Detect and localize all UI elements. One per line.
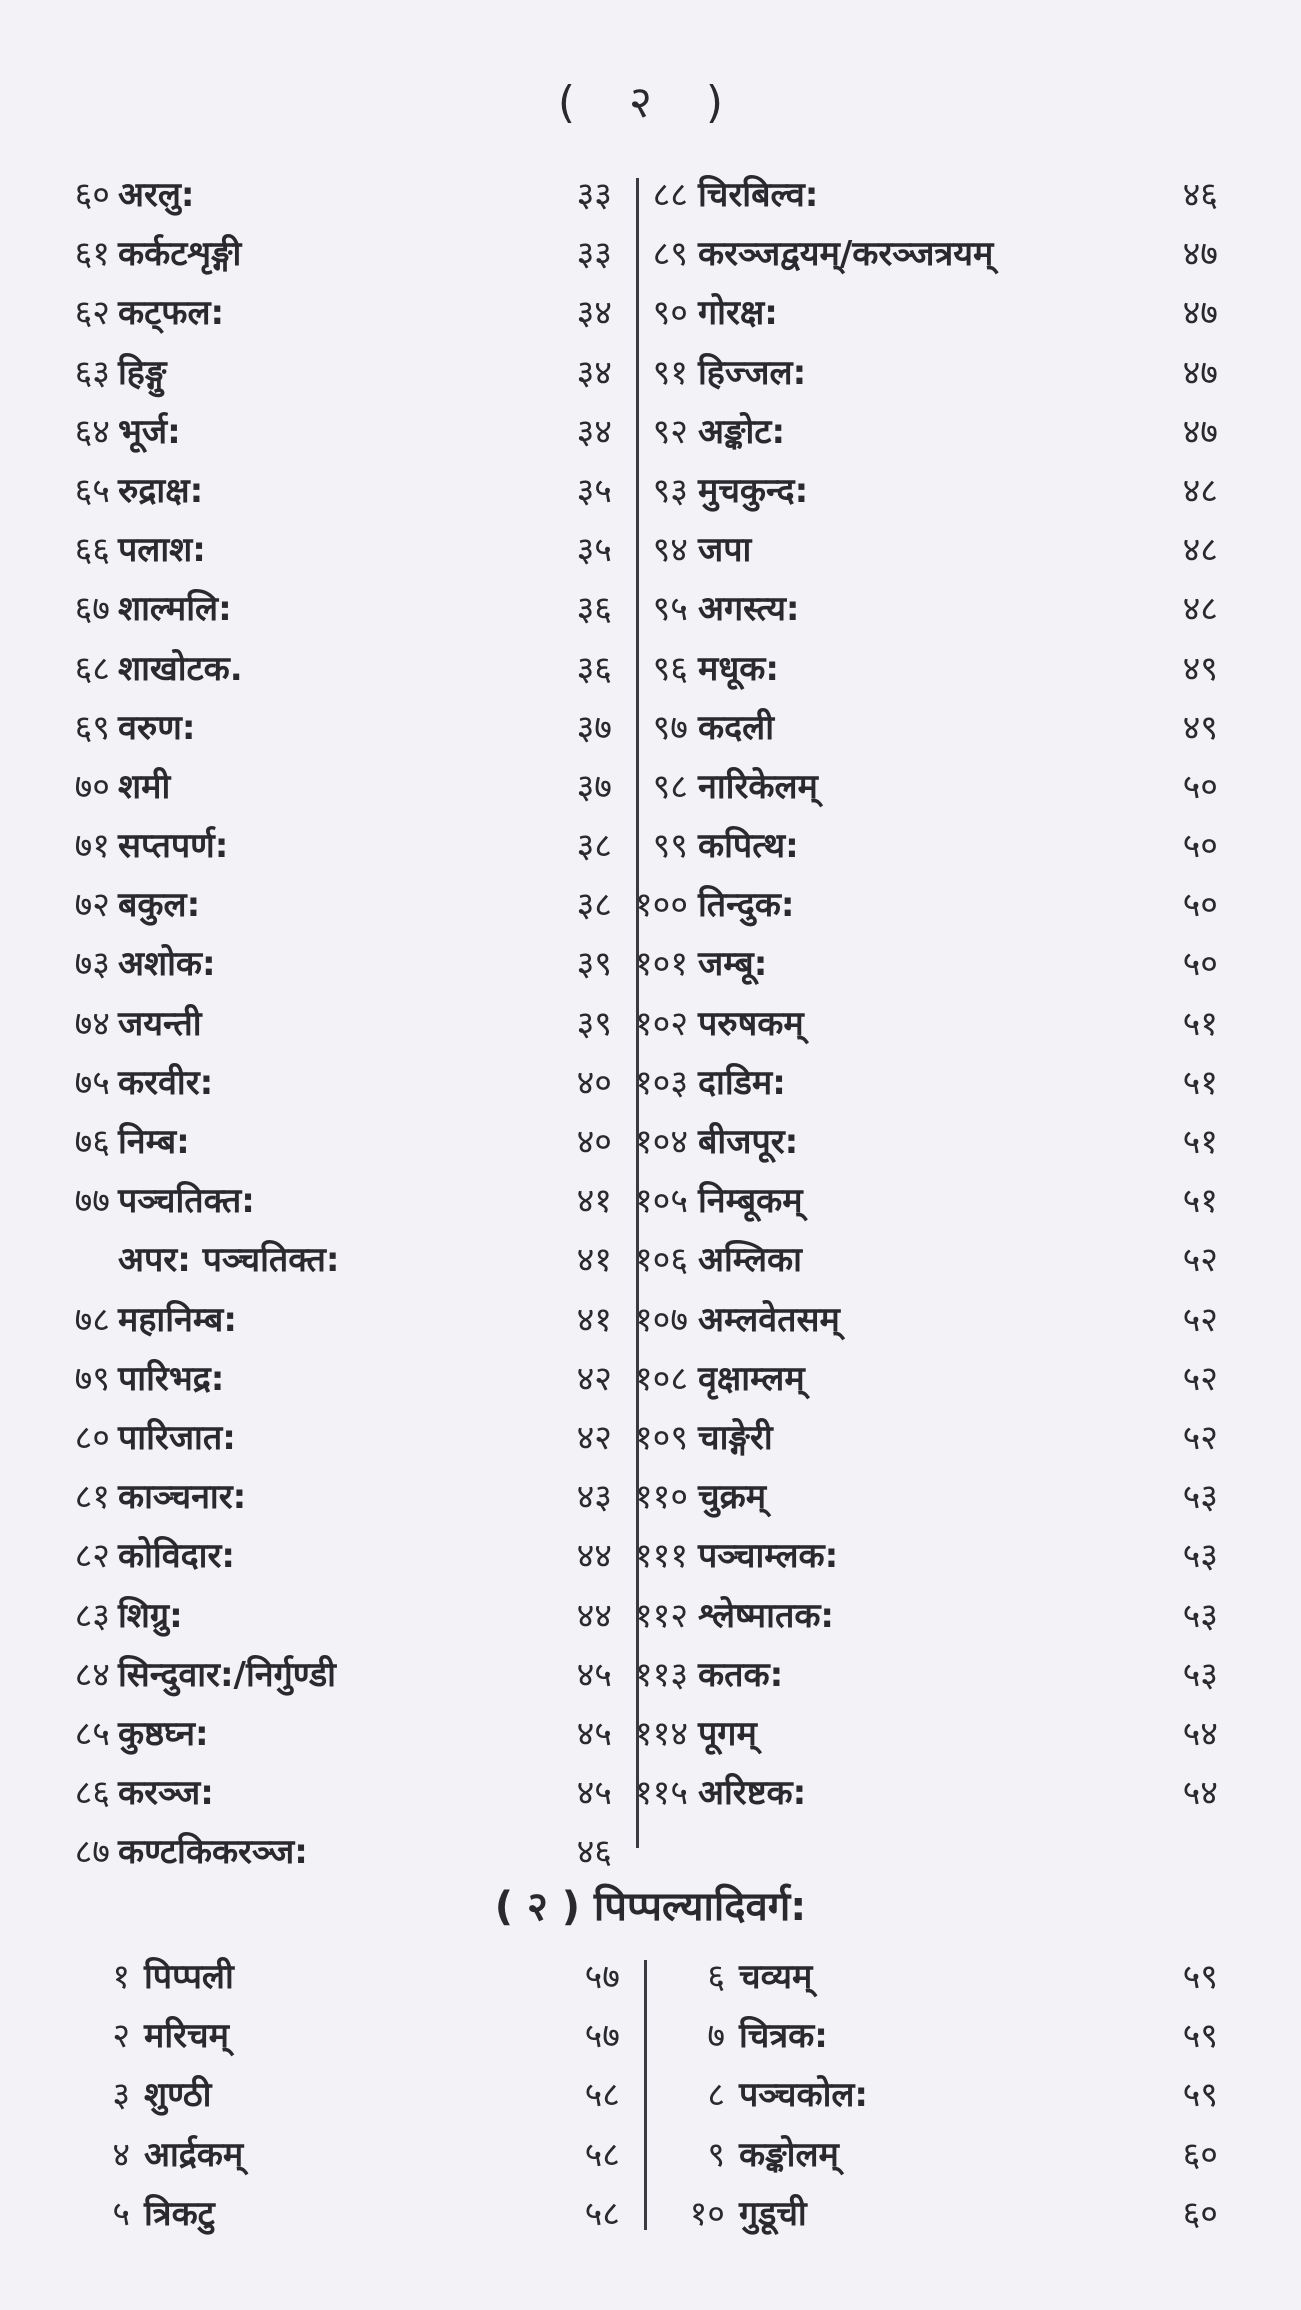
index-entry (568, 817, 1218, 876)
entry-number: ८१ (74, 1477, 110, 1518)
entry-name: कुष्ठघ्न: (118, 1713, 209, 1754)
entry-page: ५३ (1182, 1654, 1218, 1695)
index-entry (50, 1172, 612, 1231)
entry-number: ७४ (74, 1003, 110, 1044)
entry-name: हिज्जल: (698, 352, 807, 393)
entry-name: अरिष्टक: (698, 1773, 807, 1814)
entry-page: ५१ (1182, 1181, 1218, 1222)
entry-number: ९२ (652, 411, 688, 452)
entry-page: ४१ (576, 1299, 612, 1340)
index-entry (568, 935, 1218, 994)
entry-page: ३५ (576, 530, 612, 571)
entry-name: पञ्चाम्लक: (698, 1536, 839, 1577)
entry-number: ६२ (74, 293, 110, 334)
entry-name: पिप्पली (144, 1957, 234, 1997)
entry-page: ३३ (576, 234, 612, 275)
section-title: ( २ ) पिप्पल्यादिवर्ग: (494, 1884, 807, 1930)
entry-number: ९० (652, 293, 688, 334)
entry-number: ३ (112, 2075, 130, 2116)
entry-name: अरलु: (118, 175, 195, 215)
entry-number: ९८ (652, 766, 688, 807)
entry-page: ५१ (1182, 1003, 1218, 1044)
entry-page: ४५ (576, 1713, 612, 1754)
entry-page: ४७ (1182, 352, 1218, 393)
entry-number: १०४ (634, 1122, 688, 1162)
entry-page: ४८ (1182, 589, 1218, 630)
entry-name: दाडिम: (698, 1062, 786, 1103)
index-entry (50, 817, 612, 876)
entry-name: निम्बूकम् (698, 1181, 803, 1222)
index-entry (50, 1527, 612, 1586)
entry-number: ८९ (652, 234, 688, 275)
entry-name: पूगम् (698, 1713, 757, 1754)
entry-name: अशोक: (118, 944, 216, 985)
entry-page: ३७ (576, 707, 612, 748)
index-entry (50, 1231, 612, 1290)
entry-page: ५३ (1182, 1477, 1218, 1518)
entry-name: पलाश: (118, 530, 206, 571)
entry-page: ३८ (576, 885, 612, 926)
entry-name: मधूक: (698, 648, 779, 689)
entry-number: ८० (74, 1417, 110, 1458)
entry-number: १०८ (634, 1358, 688, 1399)
entry-page: ४९ (1182, 648, 1218, 689)
entry-page: ३९ (576, 1003, 612, 1044)
entry-name: शाल्मलि: (118, 589, 232, 630)
entry-name: जम्बू: (698, 944, 768, 985)
entry-page: ३७ (576, 766, 612, 807)
entry-number: ७३ (74, 944, 110, 985)
entry-name: सप्तपर्ण: (118, 826, 229, 867)
entry-name: पारिभद्र: (118, 1358, 225, 1399)
entry-page: ५२ (1182, 1417, 1218, 1458)
index-entry (568, 995, 1218, 1054)
entry-name: चव्यम् (739, 1957, 813, 1997)
entry-page: ४६ (576, 1832, 612, 1873)
entry-name: शुण्ठी (144, 2075, 212, 2116)
entry-page: ३४ (576, 293, 612, 334)
entry-name: महानिम्ब: (118, 1299, 237, 1340)
entry-page: ५० (1182, 944, 1218, 985)
entry-name: बकुल: (118, 885, 201, 926)
entry-number: ७६ (74, 1122, 110, 1162)
entry-page: ५२ (1182, 1358, 1218, 1399)
index-entry (70, 1948, 620, 2007)
entry-page: ५२ (1182, 1299, 1218, 1340)
index-entry (568, 1113, 1218, 1172)
index-entry (70, 2007, 620, 2066)
entry-number: ७० (74, 766, 110, 807)
entry-number: ७८ (74, 1299, 110, 1340)
entry-number: १०७ (634, 1299, 688, 1340)
index-entry (50, 1350, 612, 1409)
entry-number: ९१ (652, 352, 688, 393)
index-entry (568, 699, 1218, 758)
index-entry (568, 758, 1218, 817)
entry-page: ४२ (576, 1417, 612, 1458)
index-entry (50, 935, 612, 994)
entry-number: ८६ (74, 1773, 110, 1814)
index-entry (568, 1172, 1218, 1231)
entry-page: ४५ (576, 1773, 612, 1814)
entry-number: ९ (707, 2134, 725, 2175)
entry-page: ५८ (584, 2134, 620, 2175)
entry-page: ३४ (576, 411, 612, 452)
entry-page: ५९ (1182, 2016, 1218, 2057)
index-entry (50, 1468, 612, 1527)
entry-name: निम्ब: (118, 1122, 190, 1162)
entry-page: ६० (1182, 2193, 1218, 2234)
entry-name: अङ्कोट: (698, 411, 786, 452)
entry-number: ८७ (74, 1832, 110, 1873)
index-entry (50, 1113, 612, 1172)
index-entry (568, 462, 1218, 521)
entry-name: पारिजात: (118, 1417, 236, 1458)
entry-page: ४८ (1182, 470, 1218, 511)
index-entry (568, 166, 1218, 225)
entry-name: करञ्ज: (118, 1773, 214, 1814)
entry-page: ५९ (1182, 1957, 1218, 1997)
index-entry (50, 166, 612, 225)
entry-name: चाङ्गेरी (698, 1417, 773, 1458)
entry-page: ५८ (584, 2075, 620, 2116)
entry-name: पञ्चकोल: (739, 2075, 869, 2116)
entry-name: अगस्त्य: (698, 589, 800, 630)
entry-number: १०९ (634, 1417, 688, 1458)
index-entry (50, 876, 612, 935)
entry-name: वृक्षाम्लम् (698, 1358, 805, 1399)
index-entry (50, 1409, 612, 1468)
index-entry (568, 1468, 1218, 1527)
entry-number: ६५ (74, 470, 110, 511)
entry-number: १०१ (634, 944, 688, 985)
entry-name: कोविदार: (118, 1536, 235, 1577)
entry-page: ४० (576, 1062, 612, 1103)
index-entry (568, 1527, 1218, 1586)
entry-number: ८८ (652, 175, 688, 215)
entry-number: ७१ (74, 826, 110, 867)
entry-name: कट्फल: (118, 293, 225, 334)
index-entry (50, 521, 612, 580)
index-entry (50, 225, 612, 284)
entry-page: ४२ (576, 1358, 612, 1399)
entry-name: जयन्ती (118, 1003, 202, 1044)
entry-name: चिरबिल्व: (698, 175, 819, 215)
entry-number: ८४ (74, 1654, 110, 1695)
entry-name: अम्लिका (698, 1240, 802, 1281)
entry-number: १०६ (634, 1240, 688, 1281)
section2-column-left (70, 1948, 620, 2244)
entry-name: कदली (698, 707, 775, 748)
entry-number: ९७ (652, 707, 688, 748)
entry-name: जपा (698, 530, 752, 571)
index-entry (50, 1054, 612, 1113)
entry-page: ४९ (1182, 707, 1218, 748)
index-entry (568, 1587, 1218, 1646)
entry-name: आर्द्रकम् (144, 2134, 244, 2175)
entry-page: ३३ (576, 175, 612, 215)
index-entry (50, 284, 612, 343)
entry-name: मुचकुन्द: (698, 470, 809, 511)
entry-name: शमी (118, 766, 171, 807)
entry-name: वरुण: (118, 707, 196, 748)
entry-page: ४४ (576, 1536, 612, 1577)
entry-page: ३६ (576, 648, 612, 689)
entry-number: १०३ (634, 1062, 688, 1103)
entry-name: शाखोटक. (118, 648, 243, 689)
index-entry (665, 2066, 1218, 2125)
entry-name: गुडूची (739, 2193, 807, 2234)
index-entry (50, 995, 612, 1054)
entry-name: चित्रक: (739, 2016, 828, 2057)
index-entry (50, 462, 612, 521)
index-entry (568, 1054, 1218, 1113)
entry-name: सिन्दुवार:/निर्गुण्डी (118, 1654, 336, 1695)
entry-name: बीजपूर: (698, 1122, 799, 1162)
index-entry (568, 580, 1218, 639)
entry-number: ९३ (652, 470, 688, 511)
entry-number: ६९ (74, 707, 110, 748)
entry-number: १ (112, 1957, 130, 1997)
entry-page: ५४ (1182, 1773, 1218, 1814)
entry-number: ८२ (74, 1536, 110, 1577)
entry-page: ३६ (576, 589, 612, 630)
entry-name: काञ्चनार: (118, 1477, 247, 1518)
entry-name: भूर्ज: (118, 411, 181, 452)
entry-number: ६० (74, 175, 110, 215)
index-entry (568, 876, 1218, 935)
index-entry (70, 2066, 620, 2125)
entry-name: कतक: (698, 1654, 784, 1695)
index-entry (50, 699, 612, 758)
entry-page: ५९ (1182, 2075, 1218, 2116)
entry-name: कङ्कोलम् (739, 2134, 839, 2175)
entry-number: ११५ (634, 1773, 688, 1814)
entry-name: परुषकम् (698, 1003, 804, 1044)
entry-number: ७५ (74, 1062, 110, 1103)
index-entry (50, 344, 612, 403)
entry-page: ४५ (576, 1654, 612, 1695)
entry-name: चुक्रम् (698, 1477, 767, 1518)
index-column-left (50, 166, 612, 1882)
entry-number: ११२ (634, 1595, 688, 1636)
entry-page: ४४ (576, 1595, 612, 1636)
entry-page: ५२ (1182, 1240, 1218, 1281)
entry-number: ५ (112, 2193, 130, 2234)
entry-number: ६४ (74, 411, 110, 452)
entry-page: ४७ (1182, 411, 1218, 452)
entry-number: ७९ (74, 1358, 110, 1399)
entry-page: ५७ (584, 1957, 620, 1997)
entry-page: ५१ (1182, 1122, 1218, 1162)
entry-name: कण्टकिकरञ्ज: (118, 1832, 308, 1873)
entry-name: श्लेष्मातक: (698, 1595, 835, 1636)
section2-column-divider (644, 1960, 647, 2230)
entry-number: ६३ (74, 352, 110, 393)
entry-name: रुद्राक्ष: (118, 470, 204, 511)
entry-name: नारिकेलम् (698, 766, 818, 807)
entry-number: ६७ (74, 589, 110, 630)
entry-number: १०५ (634, 1181, 688, 1222)
index-entry (568, 284, 1218, 343)
index-entry (70, 2185, 620, 2244)
entry-page: ३९ (576, 944, 612, 985)
entry-number: ९५ (652, 589, 688, 630)
entry-page: ५७ (584, 2016, 620, 2057)
entry-name: करञ्जद्वयम्/करञ्जत्रयम् (698, 234, 994, 275)
entry-page: ४७ (1182, 234, 1218, 275)
index-entry (568, 1231, 1218, 1290)
entry-number: २ (112, 2016, 130, 2057)
index-entry (568, 521, 1218, 580)
entry-name: तिन्दुक: (698, 885, 795, 926)
entry-page: ३८ (576, 826, 612, 867)
index-entry (568, 1764, 1218, 1823)
entry-page: ४७ (1182, 293, 1218, 334)
entry-name: हिङ्गु (118, 352, 167, 393)
entry-name: त्रिकटु (144, 2193, 215, 2234)
index-entry (50, 758, 612, 817)
entry-page: ३५ (576, 470, 612, 511)
index-entry (50, 640, 612, 699)
entry-page: ५८ (584, 2193, 620, 2234)
index-entry (665, 2007, 1218, 2066)
index-entry (50, 580, 612, 639)
entry-number: ११४ (634, 1713, 688, 1754)
index-entry (665, 2126, 1218, 2185)
entry-page: ५१ (1182, 1062, 1218, 1103)
entry-page: ५३ (1182, 1595, 1218, 1636)
index-entry (568, 640, 1218, 699)
entry-number: ९६ (652, 648, 688, 689)
entry-number: ८५ (74, 1713, 110, 1754)
index-entry (50, 1291, 612, 1350)
entry-name: गोरक्ष: (698, 293, 778, 334)
entry-number: ११० (634, 1477, 688, 1518)
entry-page: ४३ (576, 1477, 612, 1518)
entry-name: कपित्थ: (698, 826, 799, 867)
entry-page: ५४ (1182, 1713, 1218, 1754)
index-entry (568, 403, 1218, 462)
entry-page: ५० (1182, 826, 1218, 867)
entry-number: ११३ (634, 1654, 688, 1695)
index-entry (568, 344, 1218, 403)
index-entry (568, 1291, 1218, 1350)
entry-number: १०० (634, 885, 688, 926)
index-entry (50, 403, 612, 462)
index-entry (568, 1646, 1218, 1705)
entry-name: मरिचम् (144, 2016, 229, 2057)
entry-name: शिग्रु: (118, 1595, 183, 1636)
entry-number: ९९ (652, 826, 688, 867)
index-entry (665, 1948, 1218, 2007)
entry-number: ८ (707, 2075, 725, 2116)
index-entry (50, 1823, 612, 1882)
entry-number: ७७ (74, 1181, 110, 1222)
entry-page: ३४ (576, 352, 612, 393)
entry-number: ४ (112, 2134, 130, 2175)
entry-number: ७ (707, 2016, 725, 2057)
entry-number: १११ (634, 1536, 688, 1577)
index-column-right (568, 166, 1218, 1823)
entry-name: अम्लवेतसम् (698, 1299, 840, 1340)
entry-name: करवीर: (118, 1062, 214, 1103)
entry-number: ६६ (74, 530, 110, 571)
entry-number: ८३ (74, 1595, 110, 1636)
entry-number: ७२ (74, 885, 110, 926)
section2-column-right (665, 1948, 1218, 2244)
index-entry (70, 2126, 620, 2185)
index-entry (568, 225, 1218, 284)
entry-page: ४१ (576, 1240, 612, 1281)
index-entry (568, 1705, 1218, 1764)
entry-page: ४८ (1182, 530, 1218, 571)
entry-page: ६० (1182, 2134, 1218, 2175)
index-entry (50, 1764, 612, 1823)
index-entry (568, 1409, 1218, 1468)
page-number: ( २ ) (557, 77, 744, 128)
index-entry (50, 1646, 612, 1705)
entry-page: ५० (1182, 766, 1218, 807)
entry-number: ६ (707, 1957, 725, 1997)
entry-name: पञ्चतिक्त: (118, 1181, 255, 1222)
entry-page: ५३ (1182, 1536, 1218, 1577)
entry-name: कर्कटशृङ्गी (118, 234, 242, 275)
entry-number: ६१ (74, 234, 110, 275)
index-entry (568, 1350, 1218, 1409)
entry-name: अपर: पञ्चतिक्त: (118, 1240, 340, 1281)
index-entry (50, 1587, 612, 1646)
entry-number: १०२ (634, 1003, 688, 1044)
entry-number: ९४ (652, 530, 688, 571)
entry-page: ४१ (576, 1181, 612, 1222)
entry-number: ६८ (74, 648, 110, 689)
entry-number: १० (689, 2193, 725, 2234)
index-entry (665, 2185, 1218, 2244)
entry-page: ४० (576, 1122, 612, 1162)
entry-page: ५० (1182, 885, 1218, 926)
entry-page: ४६ (1182, 175, 1218, 215)
index-entry (50, 1705, 612, 1764)
